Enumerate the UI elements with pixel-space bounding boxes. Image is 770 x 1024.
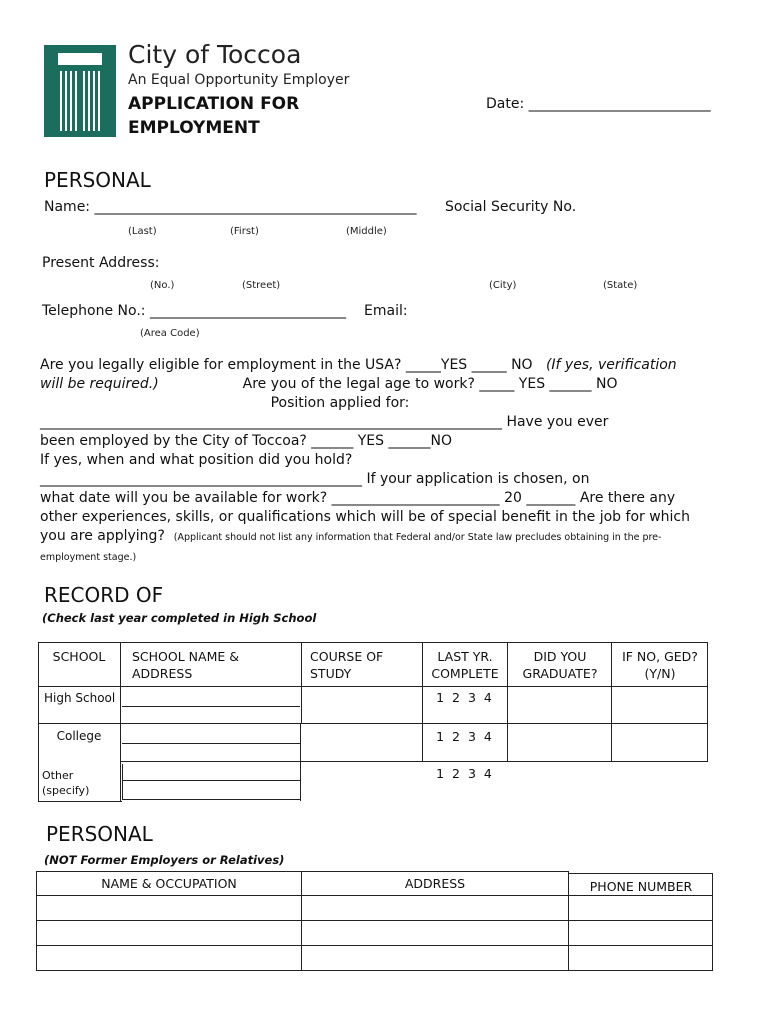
row-other: Other (specify)	[42, 769, 90, 797]
name-field[interactable]: Name: ______________________________________________	[44, 199, 417, 215]
eligibility-question[interactable]: Are you legally eligible for employment in the USA? _____YES _____ NO	[40, 357, 533, 373]
questions-block	[40, 356, 700, 567]
skills-disclaimer: (Applicant should not list any information that Federal and/or State law precludes obtaining in the pre-employment stage.)	[40, 532, 662, 563]
skills-question-cont: other experiences, skills, or qualifications which will be of special benefit in the job for which	[40, 509, 691, 525]
eligibility-note-cont: will be required.)	[40, 376, 159, 392]
employed-before-question: Have you ever	[506, 414, 609, 430]
form-title-line2: EMPLOYMENT	[128, 118, 260, 138]
area-code-hint: (Area Code)	[140, 328, 200, 339]
prior-position-field[interactable]: ______________________________________________	[40, 471, 362, 487]
prior-position-question: If yes, when and what position did you hold?	[40, 452, 353, 468]
position-field[interactable]: __________________________________________________________________	[40, 414, 502, 430]
name-hint-first: (First)	[230, 226, 259, 237]
availability-question: If your application is chosen, on	[366, 471, 590, 487]
references-subheading: (NOT Former Employers or Relatives)	[44, 853, 285, 867]
skills-question-end: you are applying?	[40, 528, 165, 544]
name-hint-last: (Last)	[128, 226, 157, 237]
personal-heading: PERSONAL	[44, 168, 151, 192]
ref-col-phone: PHONE NUMBER	[589, 879, 693, 894]
tagline: An Equal Opportunity Employer	[128, 72, 350, 88]
city-name: City of Toccoa	[128, 40, 302, 69]
skills-question: Are there any	[579, 490, 676, 506]
date-field[interactable]: Date: __________________________	[486, 96, 711, 112]
ref-col-address: ADDRESS	[404, 876, 466, 891]
address-field[interactable]: Present Address:	[42, 255, 160, 271]
ssn-field[interactable]: Social Security No.	[445, 199, 577, 215]
col-graduate: DID YOU GRADUATE?	[522, 649, 598, 681]
availability-field[interactable]: what date will you be available for work? ________________________ 20 _______	[40, 490, 576, 506]
position-label: Position applied for:	[270, 395, 410, 411]
row-high-school: High School	[44, 691, 116, 705]
addr-hint-no: (No.)	[150, 280, 175, 291]
form-title-line1: APPLICATION FOR	[128, 94, 300, 114]
education-subheading: (Check last year completed in High School	[42, 611, 317, 625]
college-years[interactable]: 1 2 3 4	[436, 729, 494, 744]
name-hint-middle: (Middle)	[346, 226, 387, 237]
city-logo-icon	[44, 45, 116, 137]
addr-hint-city: (City)	[489, 280, 517, 291]
col-course: COURSE OF STUDY	[310, 649, 384, 681]
education-heading: RECORD OF	[44, 583, 164, 607]
ref-col-name: NAME & OCCUPATION	[101, 876, 237, 891]
col-last-year: LAST YR. COMPLETE	[431, 649, 499, 681]
addr-hint-street: (Street)	[242, 280, 281, 291]
row-college: College	[56, 729, 102, 743]
high-school-years[interactable]: 1 2 3 4	[436, 690, 494, 705]
references-heading: PERSONAL	[46, 822, 153, 846]
other-years[interactable]: 1 2 3 4	[436, 766, 494, 781]
employed-before-options[interactable]: been employed by the City of Toccoa? ______ YES ______NO	[40, 433, 452, 449]
email-field[interactable]: Email:	[364, 303, 408, 319]
legal-age-question[interactable]: Are you of the legal age to work? _____ YES ______ NO	[242, 376, 618, 392]
col-school: SCHOOL	[52, 649, 106, 664]
addr-hint-state: (State)	[603, 280, 638, 291]
phone-field[interactable]: Telephone No.: ____________________________	[42, 303, 346, 319]
col-ged: IF NO, GED? (Y/N)	[622, 649, 698, 681]
eligibility-note: (If yes, verification	[545, 357, 677, 373]
form-title	[128, 92, 299, 140]
col-school-name: SCHOOL NAME & ADDRESS	[132, 649, 239, 681]
